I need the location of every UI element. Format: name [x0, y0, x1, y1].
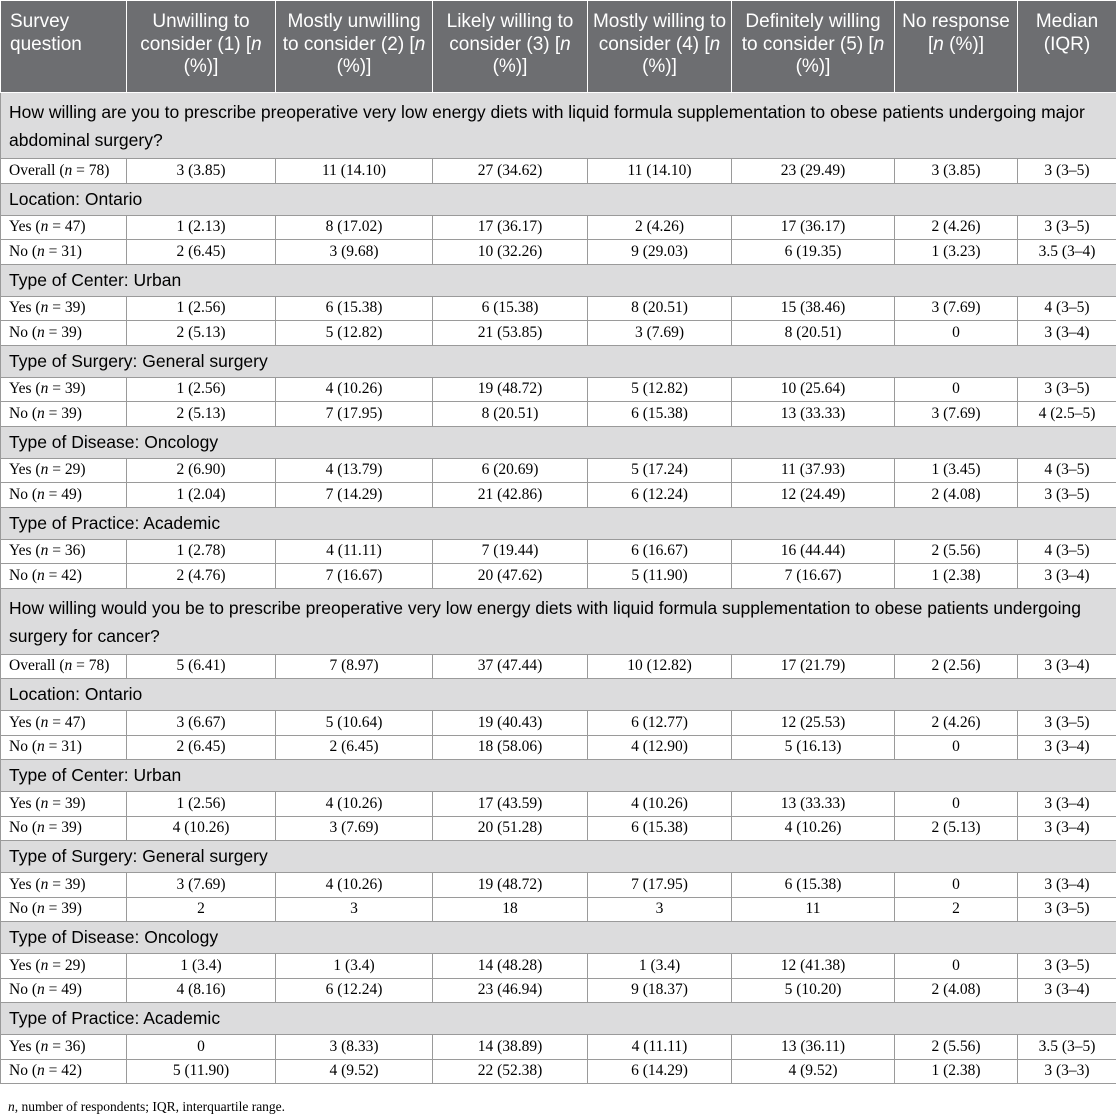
table-cell: 6 (15.38)	[276, 296, 433, 321]
table-cell: 7 (16.67)	[276, 564, 433, 589]
table-cell: 3 (3–5)	[1018, 159, 1116, 184]
table-cell: 3 (3.85)	[127, 159, 276, 184]
table-cell: 4 (10.26)	[588, 792, 732, 817]
table-row	[1, 564, 1116, 589]
table-cell: 37 (47.44)	[433, 654, 588, 679]
group-row	[1, 183, 1116, 215]
table-cell: 3 (3–3)	[1018, 1059, 1116, 1084]
table-cell: 2 (5.13)	[127, 321, 276, 346]
table-cell: 3	[276, 897, 433, 922]
table-cell: 9 (29.03)	[588, 240, 732, 265]
table-cell: 3 (3.85)	[895, 159, 1018, 184]
group-label: Type of Center: Urban	[1, 760, 1116, 792]
table-cell: 4 (13.79)	[276, 458, 433, 483]
group-label: Type of Center: Urban	[1, 264, 1116, 296]
table-cell: 4 (10.26)	[276, 873, 433, 898]
group-label: Type of Practice: Academic	[1, 507, 1116, 539]
table-cell: 3 (3–4)	[1018, 564, 1116, 589]
group-row	[1, 345, 1116, 377]
table-cell: 1 (3.4)	[588, 954, 732, 979]
table-cell: 3 (3–4)	[1018, 792, 1116, 817]
table-cell: 14 (48.28)	[433, 954, 588, 979]
table-cell: 0	[127, 1035, 276, 1060]
question-text: How willing are you to prescribe preoperative very low energy diets with liquid formula supplementation to obese patients undergoing major abdominal surgery?	[1, 93, 1116, 159]
table-cell: 2 (4.26)	[895, 215, 1018, 240]
table-cell: 3 (3–4)	[1018, 654, 1116, 679]
table-cell: 2 (6.90)	[127, 458, 276, 483]
table-row	[1, 978, 1116, 1003]
table-cell: 12 (41.38)	[732, 954, 895, 979]
table-cell: 13 (33.33)	[732, 792, 895, 817]
table-row	[1, 1059, 1116, 1084]
table-cell: 7 (17.95)	[588, 873, 732, 898]
table-cell: 3 (7.69)	[895, 296, 1018, 321]
table-cell: 3 (7.69)	[276, 816, 433, 841]
table-row	[1, 539, 1116, 564]
table-cell: 7 (16.67)	[732, 564, 895, 589]
table-cell: 1 (3.4)	[276, 954, 433, 979]
question-row	[1, 588, 1116, 654]
table-cell: 4 (10.26)	[127, 816, 276, 841]
group-label: Type of Surgery: General surgery	[1, 841, 1116, 873]
row-label: Yes (n = 47)	[1, 215, 127, 240]
table-cell: 3 (3–5)	[1018, 215, 1116, 240]
table-cell: 6 (19.35)	[732, 240, 895, 265]
table-cell: 8 (20.51)	[732, 321, 895, 346]
table-cell: 17 (36.17)	[433, 215, 588, 240]
row-label: No (n = 31)	[1, 735, 127, 760]
table-cell: 6 (12.24)	[588, 483, 732, 508]
footnote: n, number of respondents; IQR, interquartile range.	[8, 1099, 286, 1114]
table-cell: 3 (3–5)	[1018, 954, 1116, 979]
table-cell: 22 (52.38)	[433, 1059, 588, 1084]
table-cell: 4 (10.26)	[276, 377, 433, 402]
table-row	[1, 816, 1116, 841]
table-cell: 6 (15.38)	[732, 873, 895, 898]
table-cell: 3 (6.67)	[127, 711, 276, 736]
group-row	[1, 426, 1116, 458]
table-cell: 1 (3.23)	[895, 240, 1018, 265]
table-cell: 3 (7.69)	[127, 873, 276, 898]
table-cell: 1 (2.13)	[127, 215, 276, 240]
table-cell: 5 (16.13)	[732, 735, 895, 760]
table-cell: 6 (15.38)	[588, 816, 732, 841]
table-cell: 3.5 (3–4)	[1018, 240, 1116, 265]
table-cell: 3 (3–4)	[1018, 978, 1116, 1003]
row-label: Yes (n = 36)	[1, 539, 127, 564]
row-label: No (n = 42)	[1, 1059, 127, 1084]
table-cell: 11 (14.10)	[588, 159, 732, 184]
table-cell: 19 (48.72)	[433, 377, 588, 402]
table-cell: 12 (24.49)	[732, 483, 895, 508]
table-cell: 2 (6.45)	[127, 735, 276, 760]
row-label: No (n = 31)	[1, 240, 127, 265]
row-label: Yes (n = 29)	[1, 458, 127, 483]
table-cell: 13 (33.33)	[732, 402, 895, 427]
table-row	[1, 711, 1116, 736]
table-cell: 2	[895, 897, 1018, 922]
table-cell: 16 (44.44)	[732, 539, 895, 564]
table-cell: 4 (2.5–5)	[1018, 402, 1116, 427]
table-cell: 10 (12.82)	[588, 654, 732, 679]
table-row	[1, 954, 1116, 979]
row-label: No (n = 49)	[1, 483, 127, 508]
row-label: No (n = 39)	[1, 816, 127, 841]
row-label: No (n = 49)	[1, 978, 127, 1003]
group-row	[1, 922, 1116, 954]
group-label: Type of Disease: Oncology	[1, 922, 1116, 954]
table-cell: 1 (2.56)	[127, 296, 276, 321]
table-row	[1, 458, 1116, 483]
group-label: Location: Ontario	[1, 679, 1116, 711]
table-cell: 3 (3–5)	[1018, 897, 1116, 922]
table-cell: 1 (2.04)	[127, 483, 276, 508]
table-cell: 21 (42.86)	[433, 483, 588, 508]
row-label: Yes (n = 39)	[1, 296, 127, 321]
table-cell: 2 (4.76)	[127, 564, 276, 589]
table-cell: 3 (8.33)	[276, 1035, 433, 1060]
table-cell: 4 (10.26)	[732, 816, 895, 841]
table-cell: 3 (3–4)	[1018, 816, 1116, 841]
table-cell: 5 (12.82)	[588, 377, 732, 402]
group-label: Location: Ontario	[1, 183, 1116, 215]
group-row	[1, 760, 1116, 792]
table-row	[1, 159, 1116, 184]
table-row	[1, 735, 1116, 760]
table-cell: 0	[895, 873, 1018, 898]
table-cell: 3 (3–4)	[1018, 735, 1116, 760]
table-cell: 3 (3–4)	[1018, 321, 1116, 346]
group-row	[1, 264, 1116, 296]
header-cell: No response [n (%)]	[895, 1, 1018, 93]
table-cell: 5 (17.24)	[588, 458, 732, 483]
table-cell: 3 (3–4)	[1018, 873, 1116, 898]
table-cell: 18	[433, 897, 588, 922]
header-cell: Median (IQR)	[1018, 1, 1116, 93]
row-label: Yes (n = 29)	[1, 954, 127, 979]
table-cell: 2 (4.26)	[588, 215, 732, 240]
table-cell: 27 (34.62)	[433, 159, 588, 184]
table-cell: 12 (25.53)	[732, 711, 895, 736]
table-cell: 7 (19.44)	[433, 539, 588, 564]
table-cell: 11 (14.10)	[276, 159, 433, 184]
table-cell: 14 (38.89)	[433, 1035, 588, 1060]
table-cell: 17 (21.79)	[732, 654, 895, 679]
table-cell: 6 (12.77)	[588, 711, 732, 736]
group-row	[1, 1003, 1116, 1035]
row-label: No (n = 39)	[1, 897, 127, 922]
table-cell: 6 (15.38)	[433, 296, 588, 321]
row-label: Yes (n = 39)	[1, 377, 127, 402]
table-cell: 2 (5.13)	[895, 816, 1018, 841]
table-cell: 6 (15.38)	[588, 402, 732, 427]
table-cell: 4 (9.52)	[276, 1059, 433, 1084]
group-row	[1, 679, 1116, 711]
table-cell: 19 (48.72)	[433, 873, 588, 898]
table-row	[1, 897, 1116, 922]
row-label: Yes (n = 39)	[1, 792, 127, 817]
table-cell: 4 (12.90)	[588, 735, 732, 760]
table-cell: 23 (46.94)	[433, 978, 588, 1003]
table-cell: 5 (11.90)	[127, 1059, 276, 1084]
table-cell: 8 (20.51)	[588, 296, 732, 321]
table-cell: 2 (6.45)	[276, 735, 433, 760]
header-cell: Mostly unwilling to consider (2) [n (%)]	[276, 1, 433, 93]
table-cell: 7 (8.97)	[276, 654, 433, 679]
table-cell: 17 (43.59)	[433, 792, 588, 817]
table-cell: 6 (12.24)	[276, 978, 433, 1003]
header-cell: Likely willing to consider (3) [n (%)]	[433, 1, 588, 93]
table-cell: 8 (17.02)	[276, 215, 433, 240]
row-label: Yes (n = 39)	[1, 873, 127, 898]
table-cell: 1 (3.45)	[895, 458, 1018, 483]
table-cell: 3	[588, 897, 732, 922]
table-cell: 0	[895, 377, 1018, 402]
table-cell: 2 (4.08)	[895, 483, 1018, 508]
table-cell: 4 (3–5)	[1018, 539, 1116, 564]
table-cell: 23 (29.49)	[732, 159, 895, 184]
table-cell: 3 (3–5)	[1018, 377, 1116, 402]
table-row	[1, 215, 1116, 240]
table-cell: 4 (11.11)	[588, 1035, 732, 1060]
table-cell: 7 (17.95)	[276, 402, 433, 427]
row-label: No (n = 39)	[1, 402, 127, 427]
table-cell: 5 (10.20)	[732, 978, 895, 1003]
group-row	[1, 507, 1116, 539]
group-label: Type of Surgery: General surgery	[1, 345, 1116, 377]
table-cell: 3 (3–5)	[1018, 483, 1116, 508]
table-cell: 6 (16.67)	[588, 539, 732, 564]
table-cell: 2 (5.56)	[895, 539, 1018, 564]
table-cell: 1 (2.56)	[127, 792, 276, 817]
table-cell: 5 (6.41)	[127, 654, 276, 679]
table-cell: 17 (36.17)	[732, 215, 895, 240]
table-cell: 2	[127, 897, 276, 922]
table-cell: 4 (8.16)	[127, 978, 276, 1003]
group-label: Type of Disease: Oncology	[1, 426, 1116, 458]
table-row	[1, 873, 1116, 898]
table-row	[1, 240, 1116, 265]
table-cell: 3 (7.69)	[588, 321, 732, 346]
table-cell: 11 (37.93)	[732, 458, 895, 483]
table-cell: 1 (2.38)	[895, 564, 1018, 589]
header-cell: Survey question	[1, 1, 127, 93]
table-cell: 11	[732, 897, 895, 922]
table-cell: 7 (14.29)	[276, 483, 433, 508]
table-cell: 4 (3–5)	[1018, 458, 1116, 483]
table-cell: 1 (3.4)	[127, 954, 276, 979]
table-cell: 18 (58.06)	[433, 735, 588, 760]
table-cell: 20 (47.62)	[433, 564, 588, 589]
table-cell: 4 (11.11)	[276, 539, 433, 564]
table-cell: 2 (6.45)	[127, 240, 276, 265]
header-cell: Unwilling to consider (1) [n (%)]	[127, 1, 276, 93]
table-cell: 1 (2.78)	[127, 539, 276, 564]
table-row	[1, 792, 1116, 817]
group-label: Type of Practice: Academic	[1, 1003, 1116, 1035]
table-cell: 6 (14.29)	[588, 1059, 732, 1084]
table-cell: 2 (4.08)	[895, 978, 1018, 1003]
table-cell: 0	[895, 954, 1018, 979]
table-cell: 3.5 (3–5)	[1018, 1035, 1116, 1060]
header-row	[1, 1, 1116, 93]
table-cell: 2 (5.56)	[895, 1035, 1018, 1060]
table-cell: 10 (32.26)	[433, 240, 588, 265]
table-cell: 5 (11.90)	[588, 564, 732, 589]
table-cell: 8 (20.51)	[433, 402, 588, 427]
row-label: Overall (n = 78)	[1, 654, 127, 679]
table-row	[1, 377, 1116, 402]
table-cell: 13 (36.11)	[732, 1035, 895, 1060]
table-cell: 20 (51.28)	[433, 816, 588, 841]
table-cell: 1 (2.56)	[127, 377, 276, 402]
table-cell: 6 (20.69)	[433, 458, 588, 483]
table-cell: 21 (53.85)	[433, 321, 588, 346]
header-cell: Definitely willing to consider (5) [n (%)]	[732, 1, 895, 93]
table-cell: 3 (7.69)	[895, 402, 1018, 427]
table-cell: 5 (10.64)	[276, 711, 433, 736]
row-label: Yes (n = 36)	[1, 1035, 127, 1060]
table-cell: 3 (3–5)	[1018, 711, 1116, 736]
table-cell: 0	[895, 321, 1018, 346]
table-cell: 19 (40.43)	[433, 711, 588, 736]
table-cell: 15 (38.46)	[732, 296, 895, 321]
table-cell: 4 (3–5)	[1018, 296, 1116, 321]
table-row	[1, 321, 1116, 346]
table-cell: 0	[895, 735, 1018, 760]
table-cell: 2 (2.56)	[895, 654, 1018, 679]
header-cell: Mostly willing to consider (4) [n (%)]	[588, 1, 732, 93]
table-cell: 0	[895, 792, 1018, 817]
question-row	[1, 93, 1116, 159]
table-row	[1, 483, 1116, 508]
row-label: No (n = 39)	[1, 321, 127, 346]
table-row	[1, 1035, 1116, 1060]
table-cell: 5 (12.82)	[276, 321, 433, 346]
question-text: How willing would you be to prescribe preoperative very low energy diets with liquid formula supplementation to obese patients undergoing surgery for cancer?	[1, 588, 1116, 654]
table-cell: 9 (18.37)	[588, 978, 732, 1003]
table-row	[1, 296, 1116, 321]
table-cell: 10 (25.64)	[732, 377, 895, 402]
table-cell: 4 (10.26)	[276, 792, 433, 817]
table-row	[1, 654, 1116, 679]
row-label: Overall (n = 78)	[1, 159, 127, 184]
group-row	[1, 841, 1116, 873]
table-cell: 3 (9.68)	[276, 240, 433, 265]
row-label: No (n = 42)	[1, 564, 127, 589]
table-cell: 1 (2.38)	[895, 1059, 1018, 1084]
row-label: Yes (n = 47)	[1, 711, 127, 736]
table-row	[1, 402, 1116, 427]
table-cell: 4 (9.52)	[732, 1059, 895, 1084]
table-cell: 2 (5.13)	[127, 402, 276, 427]
table-cell: 2 (4.26)	[895, 711, 1018, 736]
table-body	[1, 93, 1116, 1084]
